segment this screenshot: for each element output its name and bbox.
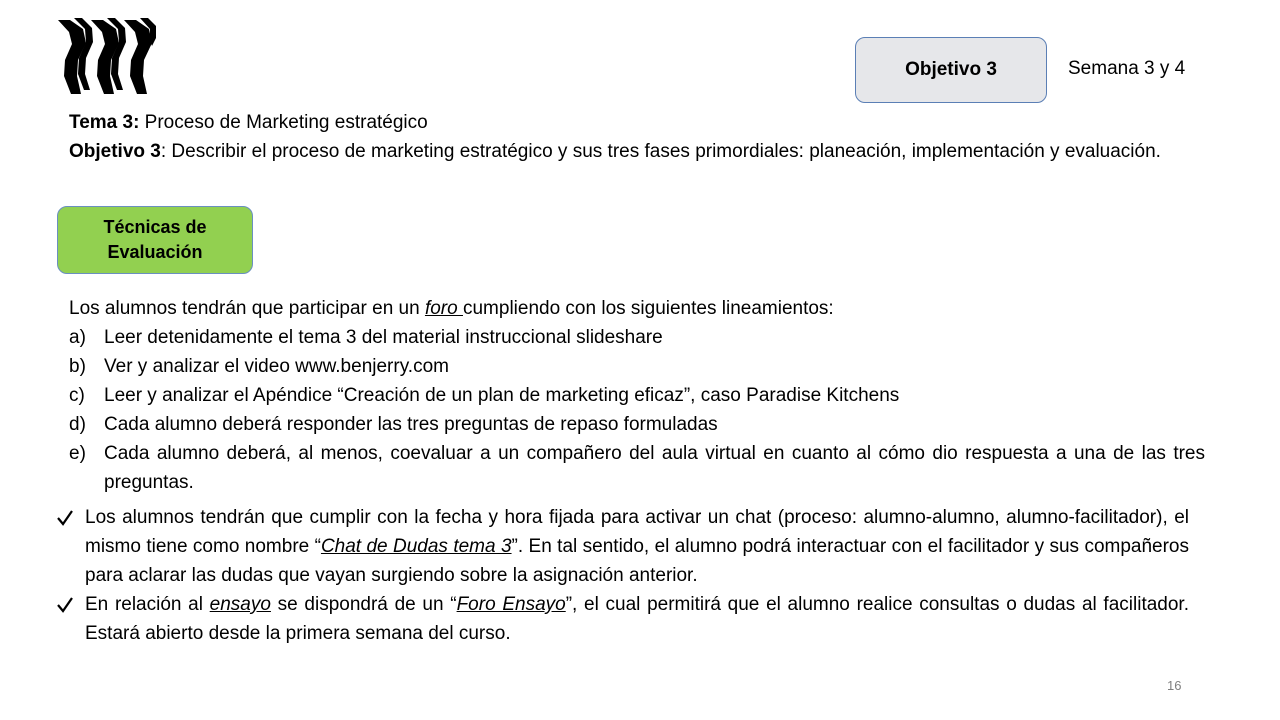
foro-ensayo-link[interactable]: Foro Ensayo	[456, 594, 566, 615]
checklist	[54, 503, 1189, 648]
evaluation-badge-line1: Técnicas de	[103, 217, 207, 237]
check-item-essay: En relación al ensayo se dispondrá de un “Foro Ensayo”, el cual permitirá que el alumno realice consultas o dudas al facilitador. Estará abierto desde la primera semana del curso.	[54, 590, 1189, 648]
objective-badge	[855, 37, 1047, 103]
list-marker: c)	[69, 385, 85, 406]
chat-link[interactable]: Chat de Dudas tema 3	[320, 536, 512, 557]
foro-link[interactable]: foro	[424, 298, 463, 319]
list-item-text: Leer detenidamente el tema 3 del material instruccional slideshare	[104, 327, 663, 348]
list-item	[69, 381, 1205, 410]
week-label: Semana 3 y 4	[1068, 58, 1186, 79]
objective-text: : Describir el proceso de marketing estratégico y sus tres fases primordiales: planeación, implementación y evaluación.	[160, 141, 1161, 162]
topic-section	[69, 108, 1209, 166]
evaluation-badge	[57, 206, 253, 274]
list-item-text: Cada alumno deberá, al menos, coevaluar a un compañero del aula virtual en cuanto al cómo dio respuesta a una de las tres preguntas.	[104, 443, 1205, 493]
list-marker: e)	[69, 443, 86, 464]
forum-section	[69, 294, 1205, 497]
topic-text: Proceso de Marketing estratégico	[139, 112, 428, 133]
list-item	[69, 352, 1205, 381]
logo-icon	[56, 16, 158, 96]
list-item	[69, 323, 1205, 352]
forum-intro: Los alumnos tendrán que participar en un foro cumpliendo con los siguientes lineamientos:	[69, 298, 834, 319]
topic-label: Tema 3:	[69, 112, 140, 133]
guidelines-list	[69, 323, 1205, 497]
checklist-section	[54, 503, 1189, 648]
list-marker: d)	[69, 414, 86, 435]
checkmark-icon	[56, 590, 74, 619]
list-item	[69, 410, 1205, 439]
topic-line	[69, 108, 1209, 137]
list-item-text: Leer y analizar el Apéndice “Creación de un plan de marketing eficaz”, caso Paradise Kitchens	[104, 385, 900, 406]
list-marker: b)	[69, 356, 86, 377]
list-item-text: Ver y analizar el video www.benjerry.com	[104, 356, 449, 377]
list-marker: a)	[69, 327, 86, 348]
check-item-chat: Los alumnos tendrán que cumplir con la fecha y hora fijada para activar un chat (proceso: alumno-alumno, alumno-facilitador), el mismo tiene como nombre “Chat de Dudas tema 3”. En tal sentido, el alumno podrá interactuar con el facilitador y sus compañeros para aclarar las dudas que vayan surgiendo sobre la asignación anterior.	[54, 503, 1189, 590]
evaluation-badge-line2: Evaluación	[107, 242, 203, 262]
checkmark-icon	[56, 503, 74, 532]
objective-badge-label: Objetivo 3	[905, 59, 997, 80]
objective-label: Objetivo 3	[69, 141, 161, 162]
objective-line	[69, 137, 1209, 166]
list-item-text: Cada alumno deberá responder las tres preguntas de repaso formuladas	[104, 414, 718, 435]
ensayo-link[interactable]: ensayo	[209, 594, 271, 615]
page-number: 16	[1167, 678, 1182, 693]
list-item	[69, 439, 1205, 497]
